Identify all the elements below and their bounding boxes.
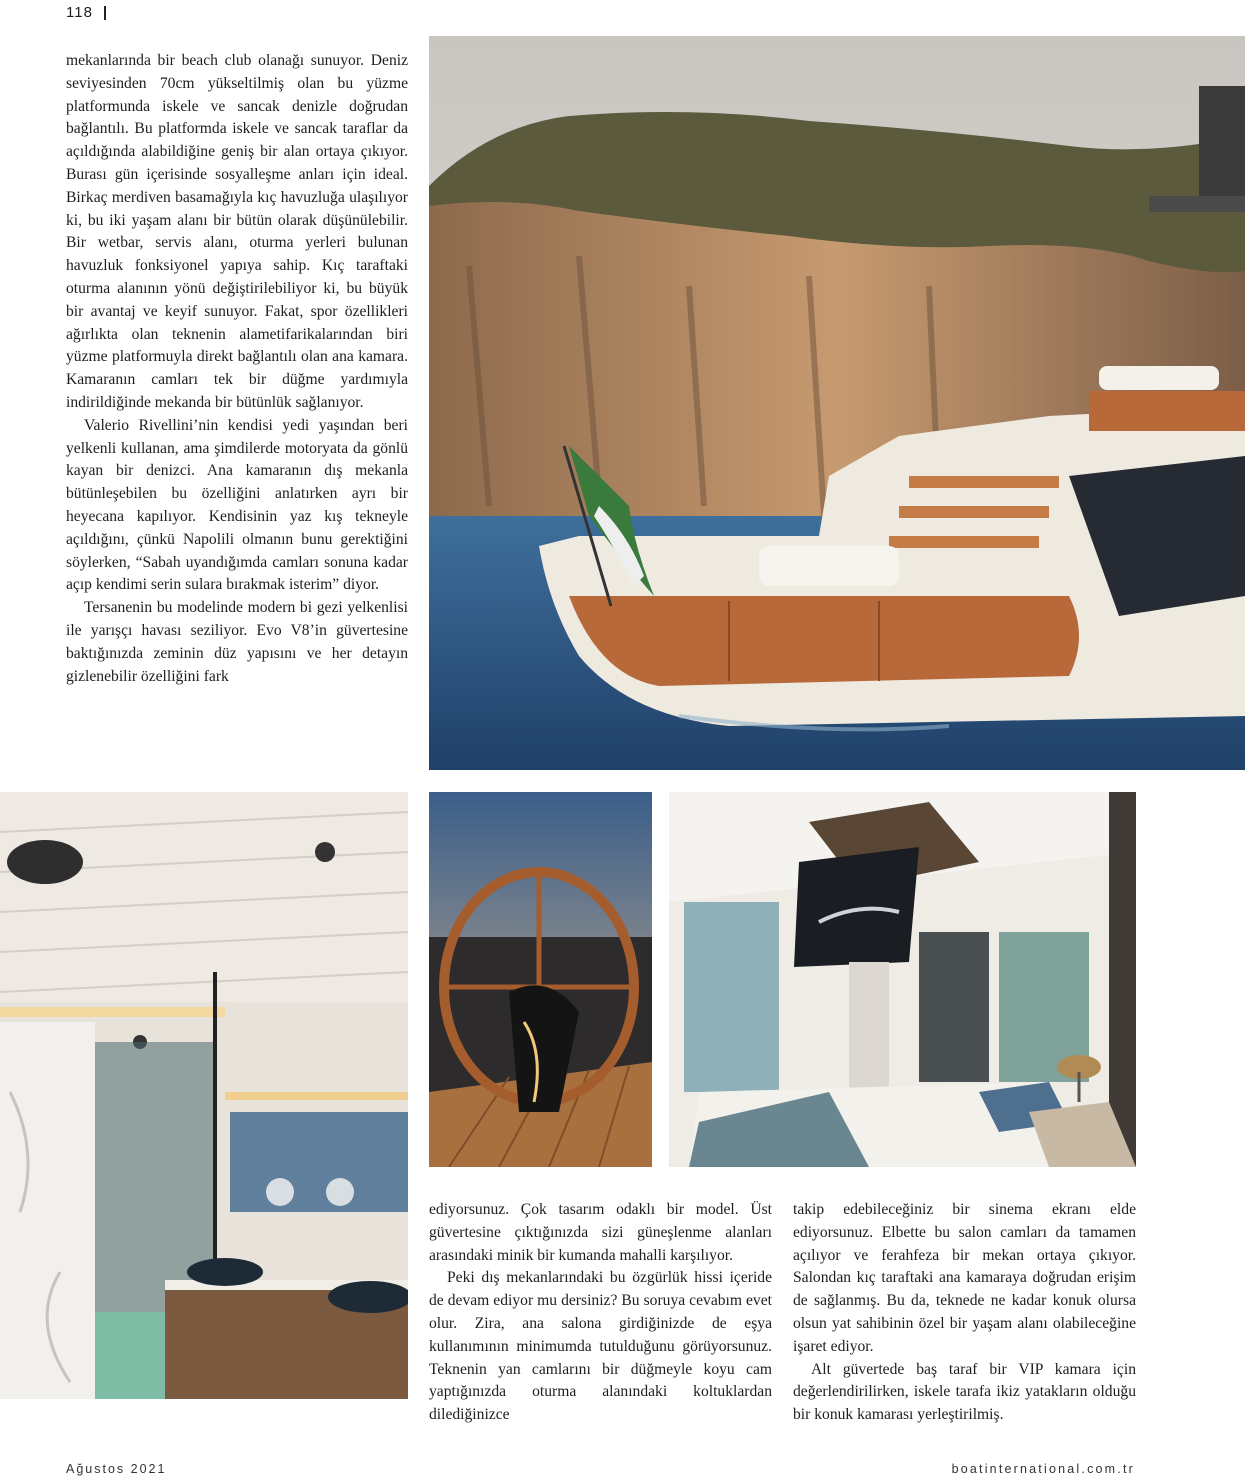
article-column-1 xyxy=(66,50,408,688)
paragraph: mekanlarında bir beach club olanağı sunuyor. Deniz seviyesinden 70cm yükseltilmiş olan bu yüzme platformunda iskele ve sancak denizle doğrudan bağlantılı. Bu platformda iskele ve sancak taraflar da açıldığında alabildiğine geniş bir alan ortaya çıkıyor. Burası gün içerisinde sosyalleşme anları için ideal. Birkaç merdiven basamağıyla kıç havuzluğa ulaşılıyor ki, bu iki yaşam alanı bir bütün olarak düşünülebilir. Bir wetbar, servis alanı, oturma yerleri bulunan havuzluk fonksiyonel yapıya sahip. Kıç taraftaki oturma alanının yönü değiştirilebiliyor ki, bu büyük bir avantaj ve keyif sunuyor. Fakat, spor özellikleri ağırlıkta olan teknenin alametifarikalarından biri yüzme platformuyla direkt bağlantılı olan ana kamara. Kamaranın camları tek bir düğme yardımıyla indirildiğinde mekanda bir bütünlük sağlanıyor. xyxy=(66,52,408,411)
paragraph: Peki dış mekanlarındaki bu özgürlük hissi içeride de devam ediyor mu dersiniz? Bu soruya cevabım evet olur. Zira, ana salona girdiğinizde de eşya kullanımının minimumda tutulduğunu görüyorsunuz. Teknenin yan camlarını bir düğmeyle koyu cam yaptığınızda oturma alanındaki koltuklardan dilediğinizce xyxy=(429,1269,772,1424)
website-url[interactable]: boatinternational.com.tr xyxy=(951,1462,1135,1476)
paragraph: Valerio Rivellini’nin kendisi yedi yaşından beri yelkenli kullanan, ama şimdilerde motoryata da gönlü kayan bir denizci. Ana kamaranın dış mekanla bütünleşebilen bu özelliğini anlatırken ayrı bir heyecana kapılıyor. Kendisinin yaz kış tekneyle açıldığını, çünkü Napolili olmanın bunu gerektiğini söylerken, “Sabah uyandığımda camları sonuna kadar açıp kendimi serin sulara bırakmak isterim” diyor. xyxy=(66,416,408,594)
article-column-2 xyxy=(429,1199,772,1427)
helm-wheel-photo xyxy=(429,792,652,1167)
yacht-stern-photo xyxy=(429,36,1245,770)
paragraph: takip edebileceğiniz bir sinema ekranı elde ediyorsunuz. Elbette bu salon camları da tamamen açılıyor ve ferahfeza bir mekan ortaya çıkıyor. Salondan kıç taraftaki ana kamaraya doğrudan erişim de sağlanmış. Bu da, teknede ne kadar konuk olursa olsun yat sahibinin özel bir yaşam alanı olabileceğine işaret ediyor. xyxy=(793,1201,1136,1355)
paragraph: Alt güvertede baş taraf bir VIP kamara için değerlendirilirken, iskele tarafa ikiz yatakların olduğu bir konuk kamarası yerleştirilmiş. xyxy=(793,1360,1136,1424)
master-cabin-photo xyxy=(669,792,1136,1167)
page-number-divider xyxy=(104,6,106,20)
paragraph: ediyorsunuz. Çok tasarım odaklı bir model. Üst güvertesine çıktığınızda sizi güneşlenme alanları arasındaki minik bir kumanda mahalli karşılıyor. xyxy=(429,1201,772,1264)
article-column-3 xyxy=(793,1199,1136,1427)
page-number: 118 xyxy=(66,4,93,21)
bathroom-photo xyxy=(0,792,408,1399)
paragraph: Tersanenin bu modelinde modern bi gezi yelkenlisi ile yarışçı havası seziliyor. Evo V8’in güvertesine baktığınızda zeminin düz yapısını ve her detayın gizlenebilir özelliğini fark xyxy=(66,599,408,685)
issue-date: Ağustos 2021 xyxy=(66,1462,167,1476)
